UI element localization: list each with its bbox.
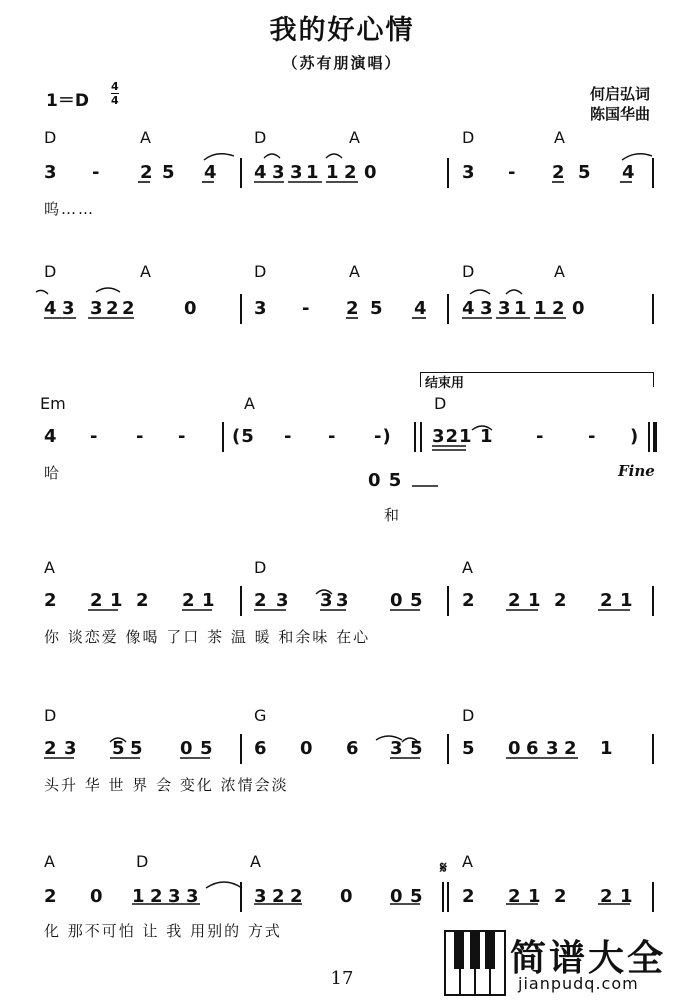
chord-label: D xyxy=(462,128,475,147)
lyric-line: 化 那不可怕 让 我 用别的 方式 xyxy=(44,922,282,940)
score-system-2: D A D A D A 4 3 3 2 2 0 3 - 2 5 4 4 3 3 1 1 2 0 xyxy=(0,262,684,342)
score-system-3: 结束用 Em A D 4 - - - (5 - - -) 321 1 - - ) 哈 0 5 和 Fine xyxy=(0,370,684,520)
final-barline xyxy=(653,422,657,452)
barline xyxy=(414,422,416,452)
chord-label: A xyxy=(44,558,55,577)
chord-label: D xyxy=(254,128,267,147)
time-signature-bottom: 4 xyxy=(111,94,119,107)
chord-label: A xyxy=(44,852,55,871)
key-signature xyxy=(46,86,89,111)
fine-mark: Fine xyxy=(618,462,655,480)
lyric-line: 哈 xyxy=(44,464,62,482)
page-number: 17 xyxy=(330,968,354,989)
barline xyxy=(240,586,242,616)
barline xyxy=(652,586,654,616)
barline xyxy=(240,294,242,324)
segno-icon: 𝄋 xyxy=(440,858,447,877)
chord-label: D xyxy=(44,128,57,147)
ending-label: 结束用 xyxy=(425,376,465,391)
score-system-5: D G D 2 3 5 5 0 5 6 0 6 3 5 5 0 6 3 2 1 头升 华 世 界 会 变化 浓情会淡 xyxy=(0,706,684,796)
chord-label: G xyxy=(254,706,267,725)
performer-subtitle: （苏有朋演唱） xyxy=(282,54,402,72)
barline xyxy=(447,882,449,912)
score-system-6: A D A 𝄋 A 2 0 1 2 3 3 3 2 2 0 0 5 2 2 1 2 2 1 化 那不可怕 让 我 用别的 方式 xyxy=(0,852,684,942)
credits xyxy=(590,84,650,124)
chord-label: D xyxy=(254,558,267,577)
chord-label: A xyxy=(462,852,473,871)
page-title: 我的好心情 xyxy=(269,15,415,46)
watermark-url: jianpudq.com xyxy=(518,974,639,993)
score-system-1: D A D A D A 3 - 2 5 4 4 3 3 1 1 2 0 3 - 2 5 4 呜…… xyxy=(0,128,684,218)
chord-label: A xyxy=(554,262,565,281)
chord-label: A xyxy=(244,394,255,413)
barline xyxy=(652,734,654,764)
watermark-logo xyxy=(444,928,674,998)
lyric-line: 呜…… xyxy=(44,200,96,218)
lyricist: 何启弘词 xyxy=(590,85,651,103)
chord-label: A xyxy=(349,262,360,281)
barline xyxy=(420,422,422,452)
chord-label: D xyxy=(462,706,475,725)
chord-label: A xyxy=(349,128,360,147)
chord-label: A xyxy=(250,852,261,871)
chord-label: D xyxy=(434,394,447,413)
barline xyxy=(240,882,242,912)
time-signature xyxy=(111,80,119,107)
barline xyxy=(442,882,444,912)
piano-keys-icon xyxy=(444,930,506,996)
pickup-notes: 0 5 xyxy=(368,470,403,491)
barline xyxy=(652,158,654,188)
barline xyxy=(240,158,242,188)
key-label: 1＝D xyxy=(46,91,89,111)
lyric-line: 头升 华 世 界 会 变化 浓情会淡 xyxy=(44,776,289,794)
barline xyxy=(240,734,242,764)
time-signature-top: 4 xyxy=(111,80,119,93)
barline xyxy=(222,422,224,452)
chord-label: D xyxy=(44,706,57,725)
pickup-lyric: 和 xyxy=(384,506,402,524)
watermark-name: 简谱大全 xyxy=(510,938,667,979)
barline xyxy=(652,294,654,324)
barline xyxy=(447,734,449,764)
chord-label: A xyxy=(462,558,473,577)
chord-label: D xyxy=(462,262,475,281)
chord-label: A xyxy=(140,262,151,281)
barline xyxy=(447,158,449,188)
barline xyxy=(447,294,449,324)
barline xyxy=(652,882,654,912)
chord-label: D xyxy=(44,262,57,281)
barline xyxy=(447,586,449,616)
chord-label: D xyxy=(136,852,149,871)
score-system-4: A D A 2 2 1 2 2 1 2 3 3 3 0 5 2 2 1 2 2 1 你 谈恋爱 像喝 了口 茶 温 暖 和余味 在心 xyxy=(0,558,684,648)
chord-label: D xyxy=(254,262,267,281)
final-barline xyxy=(648,422,650,452)
chord-label: Em xyxy=(40,394,66,413)
composer: 陈国华曲 xyxy=(590,105,651,123)
chord-label: A xyxy=(140,128,151,147)
lyric-line: 你 谈恋爱 像喝 了口 茶 温 暖 和余味 在心 xyxy=(44,628,371,646)
chord-label: A xyxy=(554,128,565,147)
